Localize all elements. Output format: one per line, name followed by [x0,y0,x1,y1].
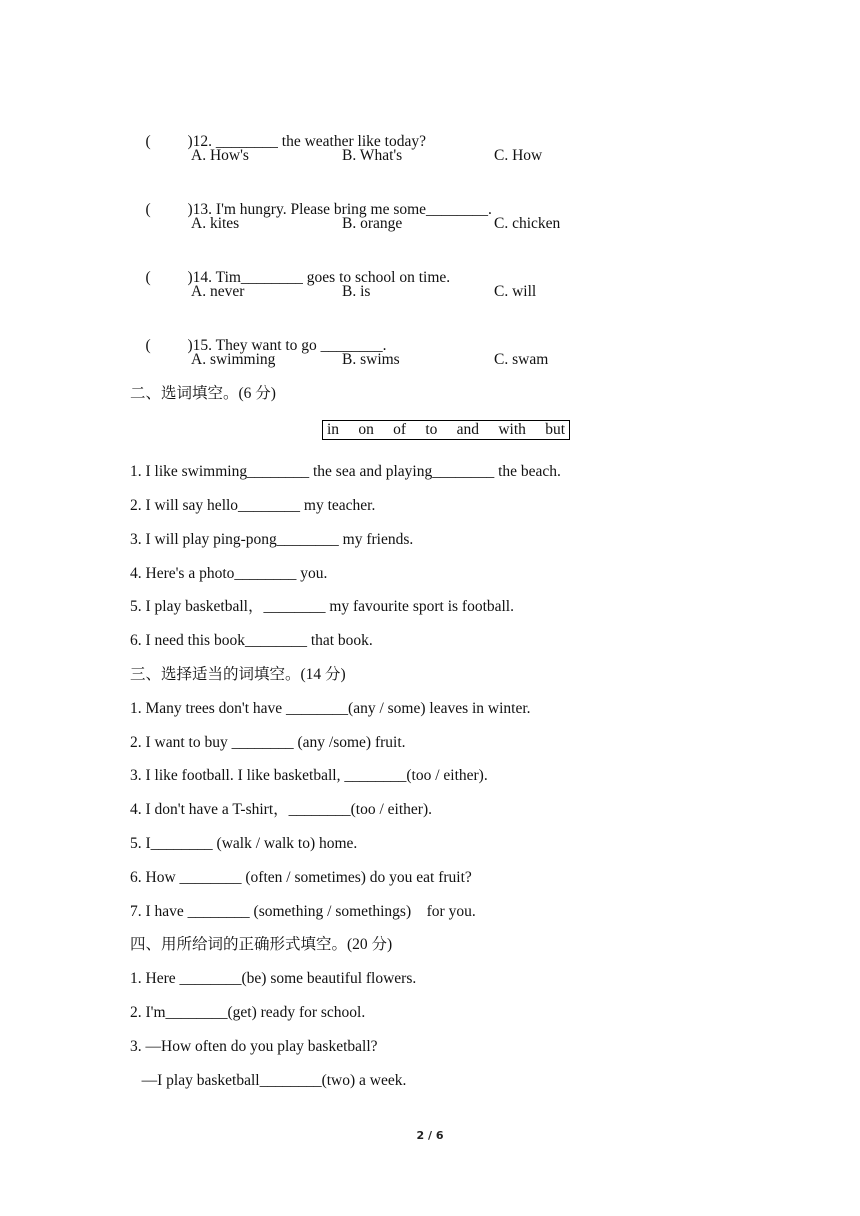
s2-item-2: 2. I will say hello________ my teacher. [130,497,376,514]
s3-item-1: 1. Many trees don't have ________(any / some) leaves in winter. [130,700,531,717]
s4-item-2: 2. I'm________(get) ready for school. [130,1004,366,1021]
question-stem: 13. I'm hungry. Please bring me some________. [192,201,492,218]
question-stem: 15. They want to go ________. [192,337,387,354]
word-bank-item: of [393,421,407,438]
option-b: B. orange [342,215,403,232]
option-c: C. will [494,283,537,300]
s3-item-3: 3. I like football. I like basketball, ________(too / either). [130,767,488,784]
question-stem: 14. Tim________ goes to school on time. [192,269,451,286]
s3-item-6: 6. How ________ (often / sometimes) do you eat fruit? [130,869,472,886]
option-b: B. swims [342,351,400,368]
answer-bracket[interactable]: ( [145,133,151,150]
word-bank-item: but [545,421,565,438]
section-4-heading: 四、用所给词的正确形式填空。(20 分) [130,936,393,953]
option-c: C. chicken [494,215,561,232]
question-stem: 12. ________ the weather like today? [192,133,426,150]
answer-bracket[interactable]: ( [145,337,151,354]
word-bank-item: on [358,421,374,438]
option-c: C. swam [494,351,549,368]
s4-item-1: 1. Here ________(be) some beautiful flowers. [130,970,417,987]
s2-item-4: 4. Here's a photo________ you. [130,565,328,582]
section-3-heading: 三、选择适当的词填空。(14 分) [130,666,346,683]
option-a: A. swimming [191,351,276,368]
word-bank-item: in [327,421,340,438]
s4-item-3-answer: —I play basketball________(two) a week. [130,1072,407,1089]
option-c: C. How [494,147,543,164]
s4-item-3: 3. —How often do you play basketball? [130,1038,378,1055]
section-2-heading: 二、选词填空。(6 分) [130,385,276,402]
s3-item-4: 4. I don't have a T-shirt，________(too / either). [130,801,432,818]
s2-item-3: 3. I will play ping-pong________ my friends. [130,531,414,548]
word-bank-item: and [456,421,480,438]
option-a: A. never [191,283,245,300]
word-bank-box [322,420,570,440]
s2-item-1: 1. I like swimming________ the sea and playing________ the beach. [130,463,561,480]
s3-item-5: 5. I________ (walk / walk to) home. [130,835,358,852]
answer-bracket[interactable]: ( [145,201,151,218]
word-bank-item: with [498,421,526,438]
s3-item-2: 2. I want to buy ________ (any /some) fruit. [130,734,406,751]
answer-bracket[interactable]: ( [145,269,151,286]
s2-item-6: 6. I need this book________ that book. [130,632,373,649]
page-number: 2 / 6 [416,1129,444,1142]
option-b: B. is [342,283,371,300]
s2-item-5: 5. I play basketball，________ my favourite sport is football. [130,598,514,615]
option-a: A. How's [191,147,249,164]
word-bank-item: to [425,421,438,438]
s3-item-7: 7. I have ________ (something / somethings) for you. [130,903,476,920]
option-b: B. What's [342,147,403,164]
option-a: A. kites [191,215,240,232]
